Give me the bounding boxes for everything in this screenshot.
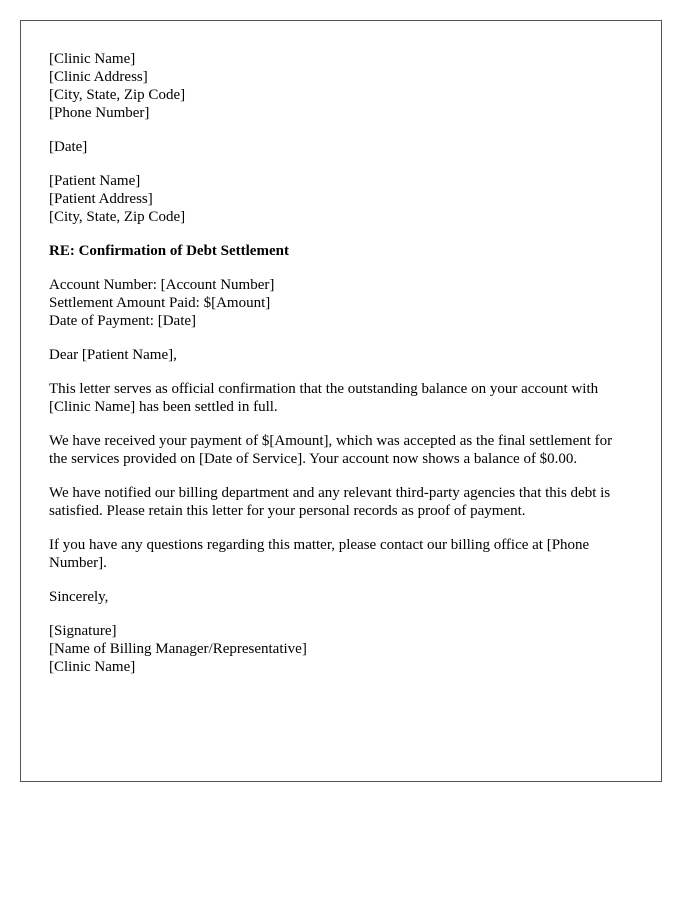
- sender-address-block: [49, 50, 633, 122]
- signature-block: [49, 622, 633, 676]
- sender-clinic-address: [Clinic Address]: [49, 69, 148, 85]
- recipient-address-block: [49, 172, 633, 226]
- payment-date-line: Date of Payment: [Date]: [49, 313, 197, 329]
- settlement-amount-line: Settlement Amount Paid: $[Amount]: [49, 295, 271, 311]
- body-paragraph-contact: If you have any questions regarding this matter, please contact our billing office at [Phone Number].: [49, 537, 590, 571]
- subject-line: RE: Confirmation of Debt Settlement: [49, 243, 289, 259]
- signature-placeholder: [Signature]: [49, 623, 117, 639]
- sender-city-state-zip: [City, State, Zip Code]: [49, 87, 186, 103]
- account-number-line: Account Number: [Account Number]: [49, 277, 275, 293]
- salutation: Dear [Patient Name],: [49, 347, 177, 363]
- signer-clinic-name: [Clinic Name]: [49, 659, 136, 675]
- sender-clinic-name: [Clinic Name]: [49, 51, 136, 67]
- letter-page: [20, 20, 662, 782]
- body-paragraph-payment: We have received your payment of $[Amount], which was accepted as the final settlement for the services provided on [Date of Service]. Your account now shows a balance of $0.00.: [49, 433, 613, 467]
- recipient-city-state-zip: [City, State, Zip Code]: [49, 209, 186, 225]
- account-details-block: [49, 276, 633, 330]
- letter-date-block: [49, 138, 633, 156]
- recipient-name: [Patient Name]: [49, 173, 141, 189]
- signer-name: [Name of Billing Manager/Representative]: [49, 641, 307, 657]
- sender-phone-number: [Phone Number]: [49, 105, 150, 121]
- closing: Sincerely,: [49, 589, 109, 605]
- letter-date: [Date]: [49, 139, 88, 155]
- recipient-address: [Patient Address]: [49, 191, 153, 207]
- body-paragraph-confirmation: This letter serves as official confirmation that the outstanding balance on your account with [Clinic Name] has been settled in full.: [49, 381, 599, 415]
- body-paragraph-notification: We have notified our billing department and any relevant third-party agencies that this debt is satisfied. Please retain this letter for your personal records as proof of payment.: [49, 485, 611, 519]
